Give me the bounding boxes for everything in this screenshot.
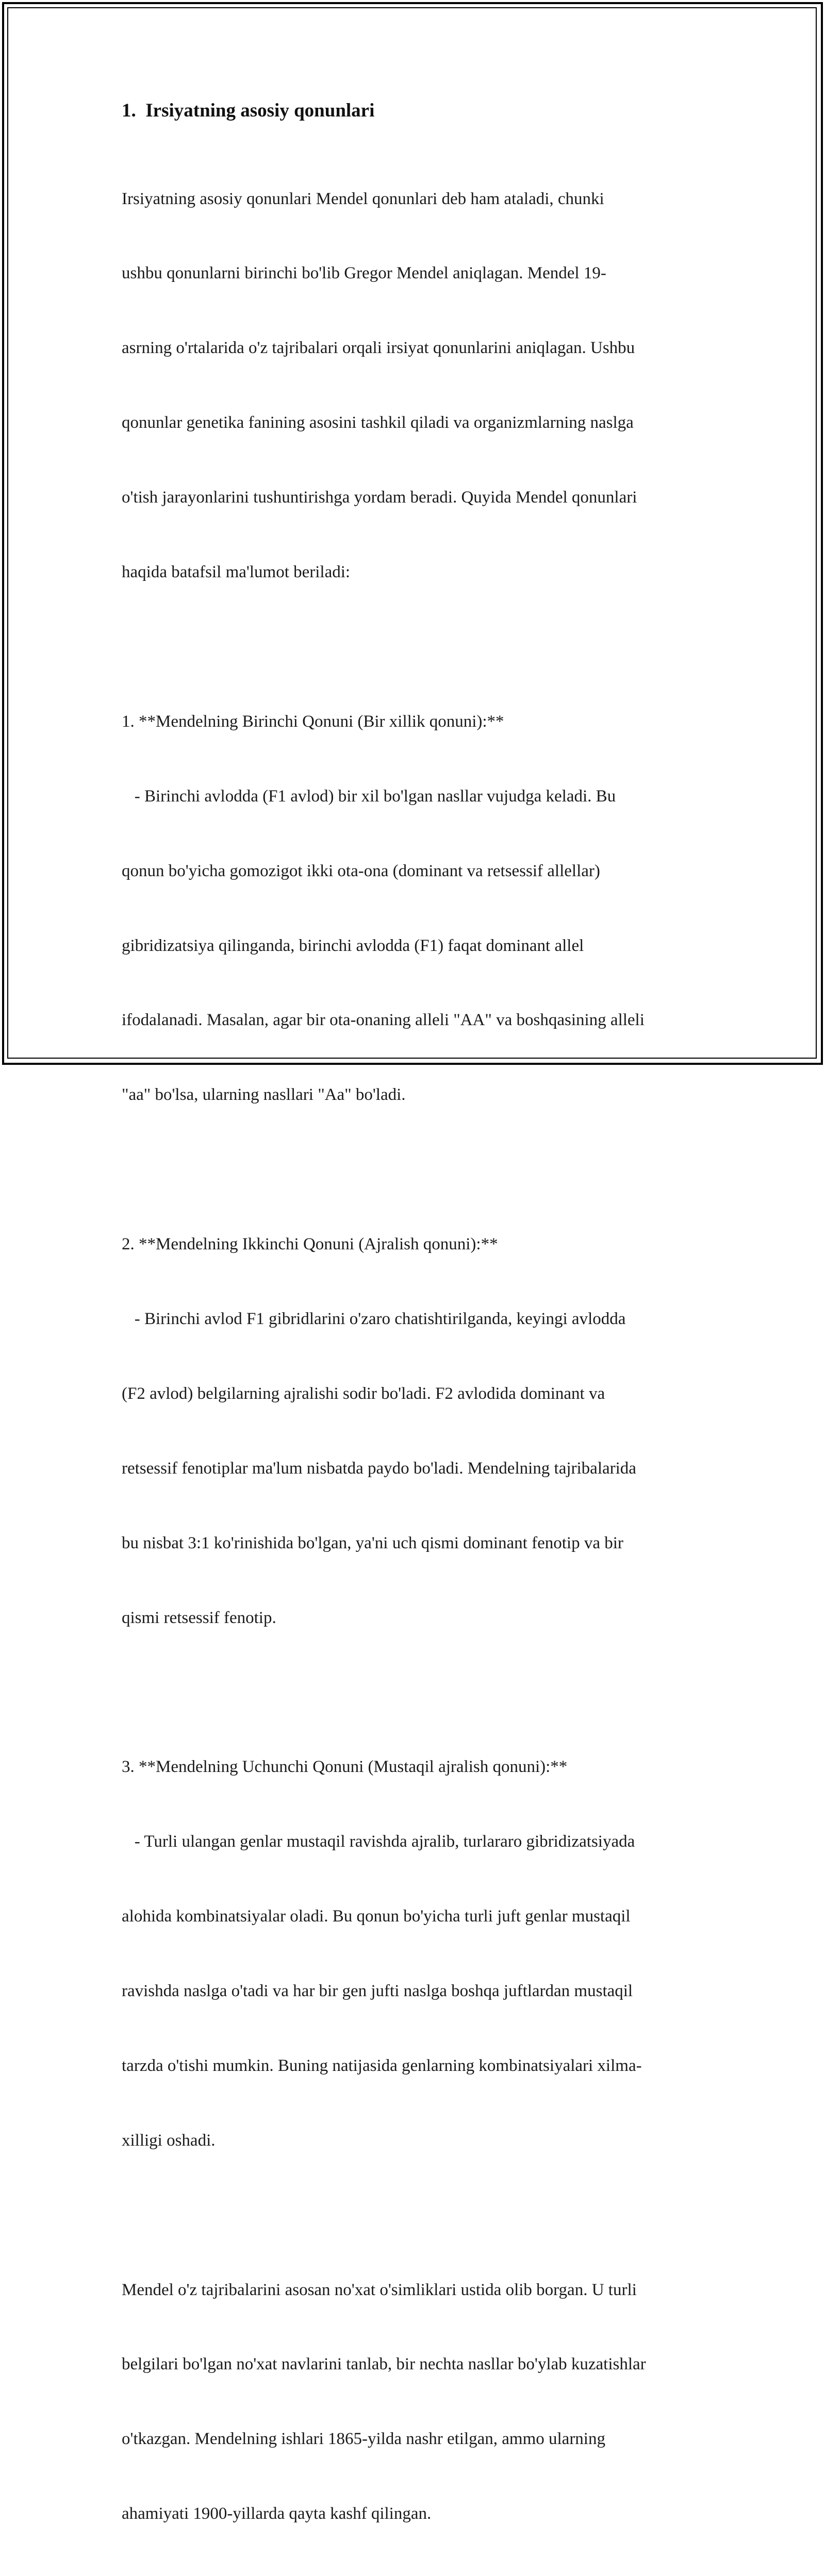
text-line: ushbu qonunlarni birinchi bo'lib Gregor Mendel aniqlagan. Mendel 19- [122, 264, 606, 283]
text-line: - Birinchi avlod F1 gibridlarini o'zaro chatishtirilganda, keyingi avlodda [122, 1309, 626, 1328]
text-line: ifodalanadi. Masalan, agar bir ota-onaning alleli "AA" va boshqasining alleli [122, 1011, 645, 1030]
text-line: - Turli ulangan genlar mustaqil ravishda ajralib, turlararo gibridizatsiyada [122, 1832, 635, 1851]
text-line: Irsiyatning asosiy qonunlari Mendel qonunlari deb ham ataladi, chunki [122, 189, 604, 208]
text-line: (F2 avlod) belgilarning ajralishi sodir bo'ladi. F2 avlodida dominant va [122, 1384, 605, 1403]
text-line: qismi retsessif fenotip. [122, 1608, 276, 1627]
law-3-paragraph [122, 1705, 710, 2203]
text-line: bu nisbat 3:1 ko'rinishida bo'lgan, ya'ni uch qismi dominant fenotip va bir [122, 1533, 623, 1552]
text-line: xilligi oshadi. [122, 2131, 216, 2150]
text-line: qonunlar genetika fanining asosini tashkil qiladi va organizmlarning naslga [122, 413, 634, 432]
text-line: Mendel o'z tajribalarini asosan no'xat o'simliklari ustida olib borgan. U turli [122, 2280, 637, 2299]
text-line: tarzda o'tishi mumkin. Buning natijasida genlarning kombinatsiyalari xilma- [122, 2056, 642, 2075]
law-2-paragraph [122, 1182, 710, 1680]
text-line: qonun bo'yicha gomozigot ikki ota-ona (dominant va retsessif allellar) [122, 861, 600, 880]
text-line: asrning o'rtalarida o'z tajribalari orqali irsiyat qonunlarini aniqlagan. Ushbu [122, 339, 635, 358]
law-title: 3. **Mendelning Uchunchi Qonuni (Mustaqil ajralish qonuni):** [122, 1758, 568, 1777]
text-line: ahamiyati 1900-yillarda qayta kashf qilingan. [122, 2504, 432, 2523]
text-line: ravishda naslga o'tadi va har bir gen jufti naslga boshqa juftlardan mustaqil [122, 1981, 633, 2000]
text-line: o'tish jarayonlarini tushuntirishga yordam beradi. Quyida Mendel qonunlari [122, 488, 637, 507]
law-title: 2. **Mendelning Ikkinchi Qonuni (Ajralish qonuni):** [122, 1235, 498, 1254]
closing-paragraph [122, 2228, 710, 2576]
section-heading: 1. Irsiyatning asosiy qonunlari [122, 100, 375, 121]
text-line: haqida batafsil ma'lumot beriladi: [122, 563, 351, 582]
text-line: "aa" bo'lsa, ularning nasllari "Aa" bo'ladi. [122, 1085, 406, 1105]
text-line: - Birinchi avlodda (F1 avlod) bir xil bo'lgan nasllar vujudga keladi. Bu [122, 787, 616, 806]
text-line: o'tkazgan. Mendelning ishlari 1865-yilda nashr etilgan, ammo ularning [122, 2430, 605, 2449]
law-title: 1. **Mendelning Birinchi Qonuni (Bir xillik qonuni):** [122, 712, 504, 731]
law-1-paragraph [122, 659, 710, 1157]
text-line: gibridizatsiya qilinganda, birinchi avlodda (F1) faqat dominant allel [122, 936, 584, 955]
text-line: retsessif fenotiplar ma'lum nisbatda paydo bo'ladi. Mendelning tajribalarida [122, 1459, 636, 1478]
text-line: belgilari bo'lgan no'xat navlarini tanlab, bir nechta nasllar bo'ylab kuzatishlar [122, 2355, 646, 2374]
intro-paragraph [122, 137, 710, 634]
text-line: alohida kombinatsiyalar oladi. Bu qonun bo'yicha turli juft genlar mustaqil [122, 1907, 631, 1926]
document-body [122, 95, 710, 2576]
